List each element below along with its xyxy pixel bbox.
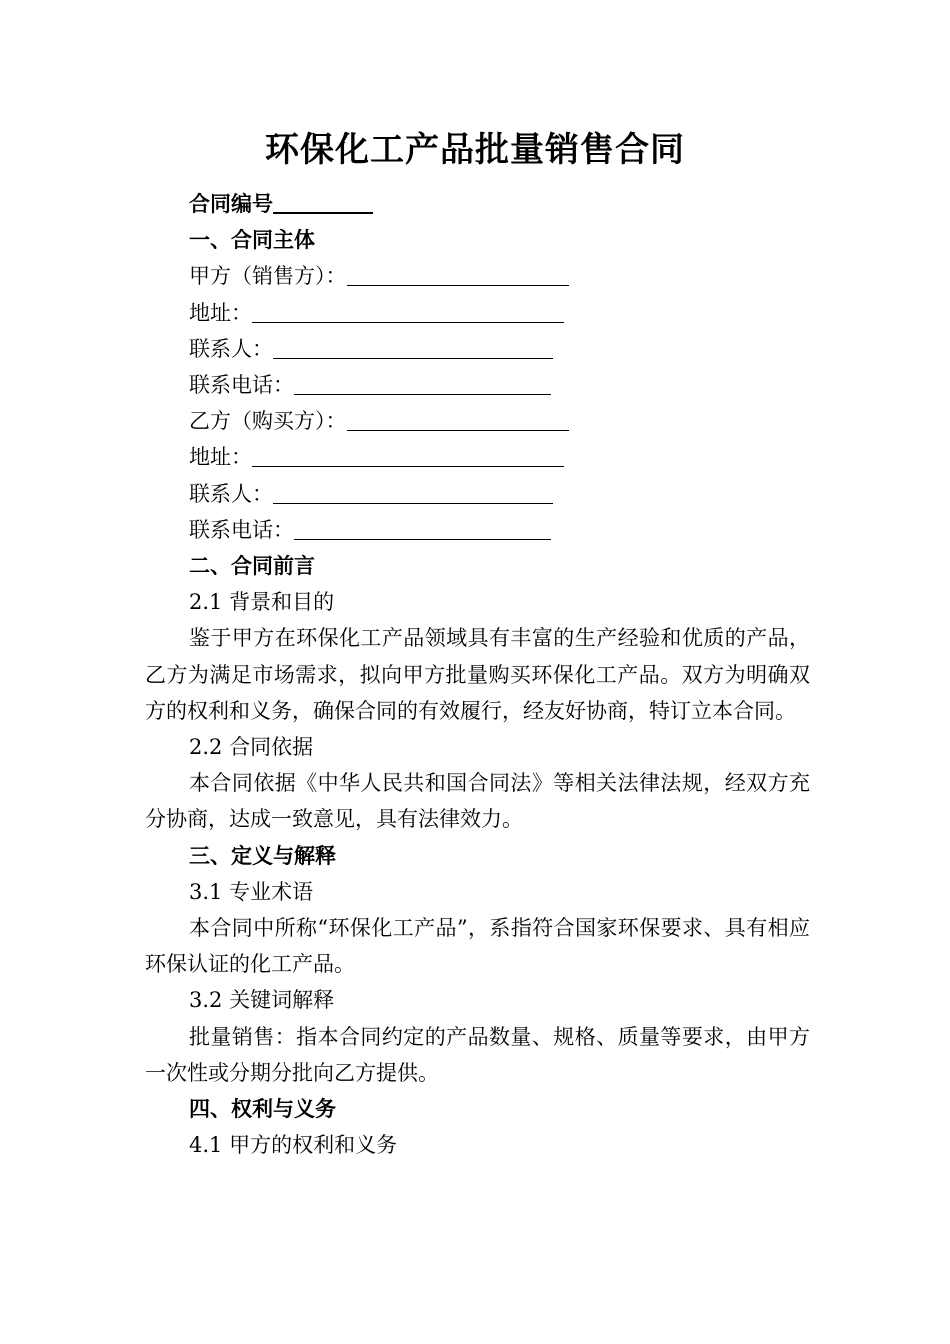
party-a-address-label: 地址： xyxy=(189,300,252,325)
paragraph-2-1: 鉴于甲方在环保化工产品领域具有丰富的生产经验和优质的产品，乙方为满足市场需求，拟向甲方批量购买环保化工产品。双方为明确双方的权利和义务，确保合同的有效履行，经友好协商，特订立本合同。 xyxy=(145,626,810,723)
party-b-blank[interactable] xyxy=(347,408,569,431)
party-a-phone-line xyxy=(145,367,810,403)
paragraph-3-2: 批量销售：指本合同约定的产品数量、规格、质量等要求，由甲方一次性或分期分批向乙方提供。 xyxy=(145,1024,810,1085)
party-b-phone-line xyxy=(145,512,810,548)
subsection-3-2-heading: 3.2 关键词解释 xyxy=(189,988,335,1013)
party-b-line xyxy=(145,403,810,439)
party-b-contact-label: 联系人： xyxy=(189,481,273,506)
party-b-phone-blank[interactable] xyxy=(294,517,551,540)
party-a-phone-label: 联系电话： xyxy=(189,373,294,398)
party-a-blank[interactable] xyxy=(347,263,569,286)
party-b-label: 乙方（购买方）： xyxy=(189,409,347,434)
section-3-heading: 三、定义与解释 xyxy=(189,843,336,868)
subsection-4-1-heading: 4.1 甲方的权利和义务 xyxy=(189,1133,398,1158)
section-1-heading: 一、合同主体 xyxy=(189,228,315,253)
paragraph-3-1: 本合同中所称“环保化工产品”，系指符合国家环保要求、具有相应环保认证的化工产品。 xyxy=(145,916,810,977)
party-a-address-blank[interactable] xyxy=(252,300,564,323)
party-b-phone-label: 联系电话： xyxy=(189,517,294,542)
party-a-contact-label: 联系人： xyxy=(189,336,273,361)
party-a-line xyxy=(145,258,810,294)
party-a-contact-line xyxy=(145,331,810,367)
party-b-contact-line xyxy=(145,476,810,512)
party-a-label: 甲方（销售方）： xyxy=(189,264,347,289)
party-b-address-blank[interactable] xyxy=(252,444,564,467)
party-b-address-line xyxy=(145,439,810,475)
contract-number-blank[interactable] xyxy=(273,190,373,214)
party-b-address-label: 地址： xyxy=(189,445,252,470)
section-2-heading: 二、合同前言 xyxy=(189,554,315,579)
party-a-contact-blank[interactable] xyxy=(273,336,553,359)
party-a-address-line xyxy=(145,295,810,331)
subsection-3-1-heading: 3.1 专业术语 xyxy=(189,879,314,904)
contract-number-label: 合同编号 xyxy=(189,192,273,216)
subsection-2-2-heading: 2.2 合同依据 xyxy=(189,735,314,760)
contract-number-line xyxy=(145,186,810,222)
party-a-phone-blank[interactable] xyxy=(294,372,551,395)
section-4-heading: 四、权利与义务 xyxy=(189,1097,336,1122)
party-b-contact-blank[interactable] xyxy=(273,481,553,504)
paragraph-2-2: 本合同依据《中华人民共和国合同法》等相关法律法规，经双方充分协商，达成一致意见，具有法律效力。 xyxy=(145,771,810,832)
document-title: 环保化工产品批量销售合同 xyxy=(265,130,685,170)
subsection-2-1-heading: 2.1 背景和目的 xyxy=(189,590,335,615)
document-body xyxy=(145,186,810,1163)
